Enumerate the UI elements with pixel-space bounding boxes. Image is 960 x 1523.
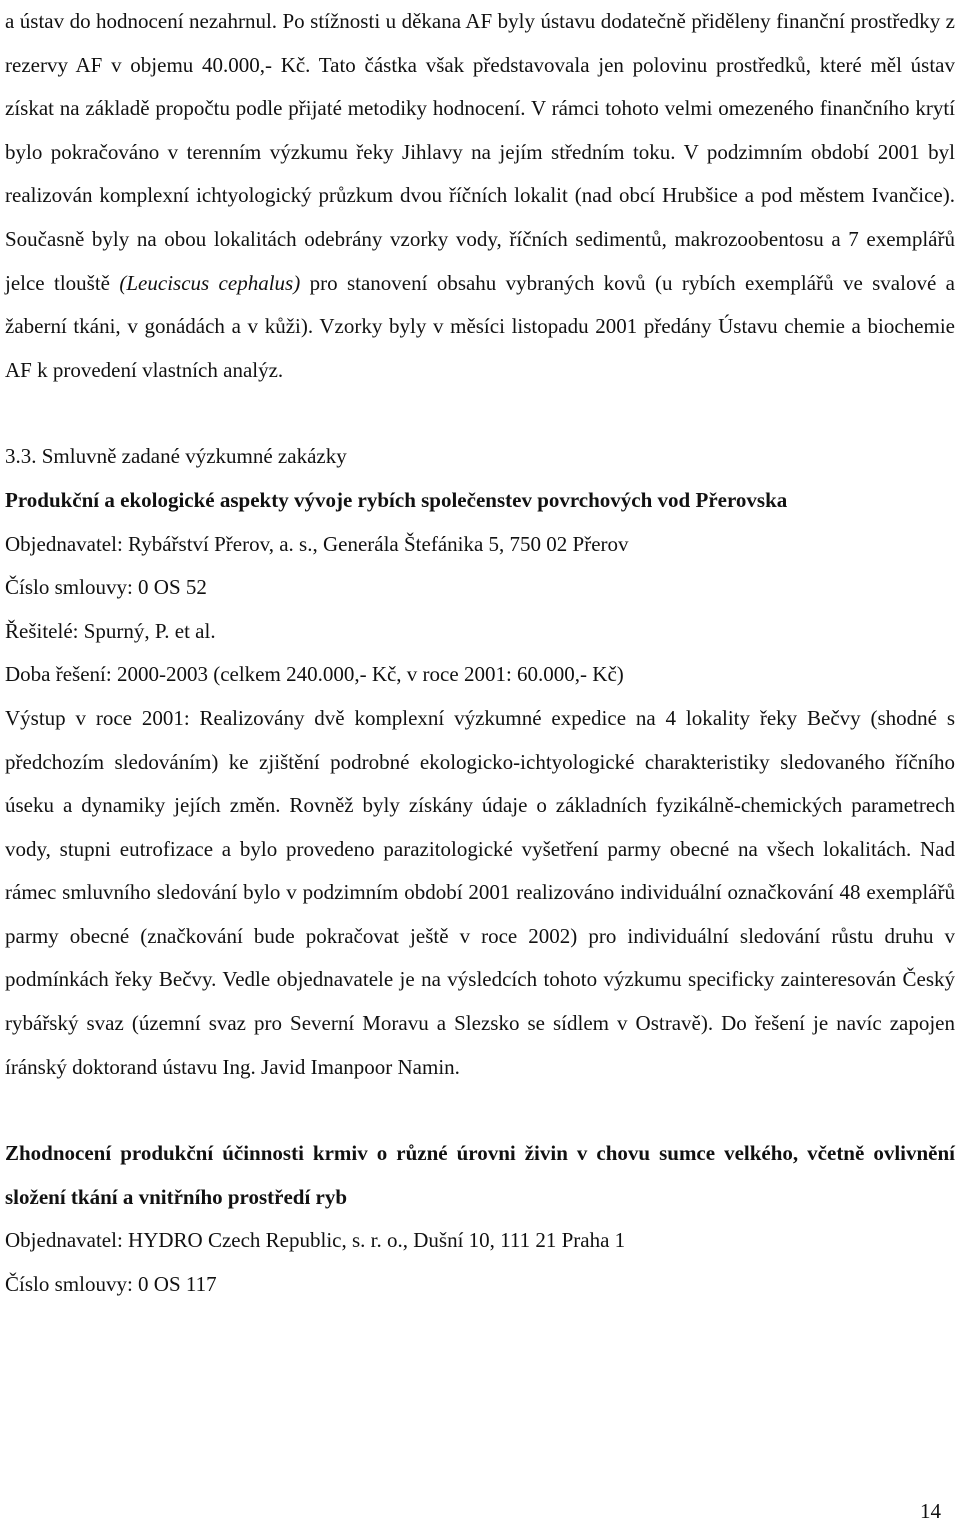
project2-contract: Číslo smlouvy: 0 OS 117 <box>5 1272 217 1297</box>
project2-client: Objednavatel: HYDRO Czech Republic, s. r. o., Dušní 10, 111 21 Praha 1 <box>5 1228 626 1253</box>
page-number: 14 <box>920 1499 941 1523</box>
project1-contract: Číslo smlouvy: 0 OS 52 <box>5 575 207 600</box>
project1-title: Produkční a ekologické aspekty vývoje rybích společenstev povrchových vod Přerovska <box>5 487 788 512</box>
section-heading: 3.3. Smluvně zadané výzkumné zakázky <box>5 444 347 469</box>
intro-text-part2: pro stanovení obsahu vybraných kovů (u rybích exemplářů ve svalové a žaberní tkáni, v gonádách a v kůži). Vzorky byly v měsíci listopadu 2001 předány Ústavu chemie a biochemie AF k provedení vlastních analýz. <box>5 270 955 382</box>
document-page <box>5 0 955 1307</box>
project2-title: Zhodnocení produkční účinnosti krmiv o různé úrovni živin v chovu sumce velkého, včetně ovlivnění složení tkání a vnitřního prostředí ryb <box>5 1141 955 1209</box>
spacer <box>5 1089 955 1132</box>
project1-output: Výstup v roce 2001: Realizovány dvě komplexní výzkumné expedice na 4 lokality řeky Bečvy (shodné s předchozím sledováním) ke zjištění podrobné ekologicko-ichtyologické charakteristiky sledovaného říčního úseku a dynamiky jejích změn. Rovněž byly získány údaje o základních fyzikálně-chemických parametrech vody, stupni eutrofizace a bylo provedeno parazitologické vyšetření parmy obecné na všech lokalitách. Nad rámec smluvního sledování bylo v podzimním období 2001 realizováno individuální označkování 48 exemplářů parmy obecné (značkování bude pokračovat ještě v roce 2002) pro individuální sledování růstu druhu v podmínkách řeky Bečvy. Vedle objednavatele je na výsledcích tohoto výzkumu specificky zainteresován Český rybářský svaz (územní svaz pro Severní Moravu a Slezsko se sídlem v Ostravě). Do řešení je navíc zapojen íránský doktorand ústavu Ing. Javid Imanpoor Namin. <box>5 705 955 1079</box>
project1-duration: Doba řešení: 2000-2003 (celkem 240.000,- Kč, v roce 2001: 60.000,- Kč) <box>5 662 624 687</box>
project1-researchers: Řešitelé: Spurný, P. et al. <box>5 618 216 643</box>
species-name: (Leuciscus cephalus) <box>119 270 301 295</box>
intro-paragraph <box>5 0 955 392</box>
intro-text-part1: a ústav do hodnocení nezahrnul. Po stížnosti u děkana AF byly ústavu dodatečně přiděleny finanční prostředky z rezervy AF v objemu 40.000,- Kč. Tato částka však představovala jen polovinu prostředků, které měl ústav získat na základě propočtu podle přijaté metodiky hodnocení. V rámci tohoto velmi omezeného finančního krytí bylo pokračováno v terenním výzkumu řeky Jihlavy na jejím středním toku. V podzimním období 2001 byl realizován komplexní ichtyologický průzkum dvou říčních lokalit (nad obcí Hrubšice a pod městem Ivančice). Současně byly na obou lokalitách odebrány vzorky vody, říčních sedimentů, makrozoobentosu a 7 exemplářů jelce tlouště <box>5 9 955 295</box>
project1-client: Objednavatel: Rybářství Přerov, a. s., Generála Štefánika 5, 750 02 Přerov <box>5 531 629 556</box>
spacer <box>5 392 955 435</box>
